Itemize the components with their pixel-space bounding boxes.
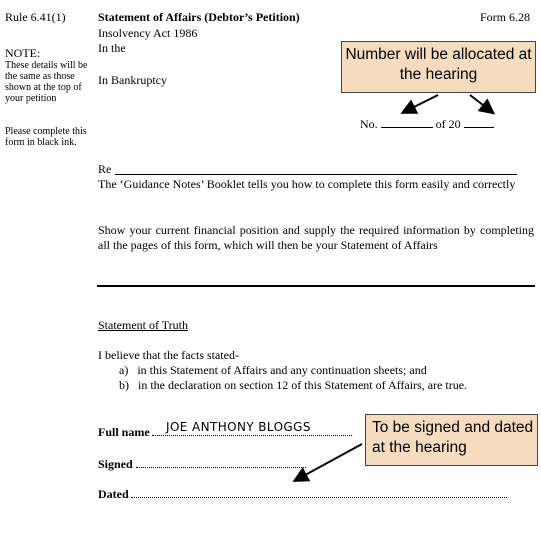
bankruptcy-label: In Bankruptcy	[98, 73, 167, 87]
court-label: In the	[98, 41, 126, 55]
guidance-text: The ‘Guidance Notes’ Booklet tells you how to complete this form easily and correctly	[98, 177, 516, 191]
truth-item-marker: a)	[119, 363, 129, 377]
note-instruction: Please complete this form in black ink.	[5, 126, 87, 148]
case-year-of-label: of	[435, 117, 446, 131]
rule-reference: Rule 6.41(1)	[5, 10, 66, 24]
full-name-value: JOE ANTHONY BLOGGS	[166, 420, 311, 434]
case-number-label: No.	[360, 117, 378, 131]
act-name: Insolvency Act 1986	[98, 26, 198, 40]
form-title: Statement of Affairs (Debtor’s Petition)	[98, 10, 300, 24]
arrow-to-signature-icon	[296, 444, 362, 480]
signed-label: Signed	[98, 457, 133, 471]
truth-heading: Statement of Truth	[98, 318, 189, 332]
note-text: These details will be the same as those shown at the top of your petition	[5, 60, 88, 104]
dated-label: Dated	[98, 487, 129, 501]
truth-item-marker: b)	[119, 378, 129, 392]
full-name-label: Full name	[98, 425, 150, 439]
case-year-prefix: 20	[448, 117, 461, 131]
arrow-to-number-icon	[404, 95, 438, 112]
note-heading: NOTE:	[5, 46, 41, 60]
signature-callout: To be signed and dated at the hearing	[365, 414, 538, 466]
form-number: Form 6.28	[480, 10, 531, 24]
number-allocation-callout: Number will be allocated at the hearing	[341, 41, 536, 93]
arrow-to-year-icon	[470, 95, 492, 112]
instructions-text: Show your current financial position and supply the required information by completing all the pages of this form, which will then be your Statement of Affairs	[98, 223, 534, 252]
truth-item-text: in the declaration on section 12 of this Statement of Affairs, are true.	[138, 378, 468, 392]
truth-intro: I believe that the facts stated-	[98, 348, 239, 362]
truth-item-text: in this Statement of Affairs and any continuation sheets; and	[137, 363, 427, 377]
re-label: Re	[98, 162, 112, 176]
